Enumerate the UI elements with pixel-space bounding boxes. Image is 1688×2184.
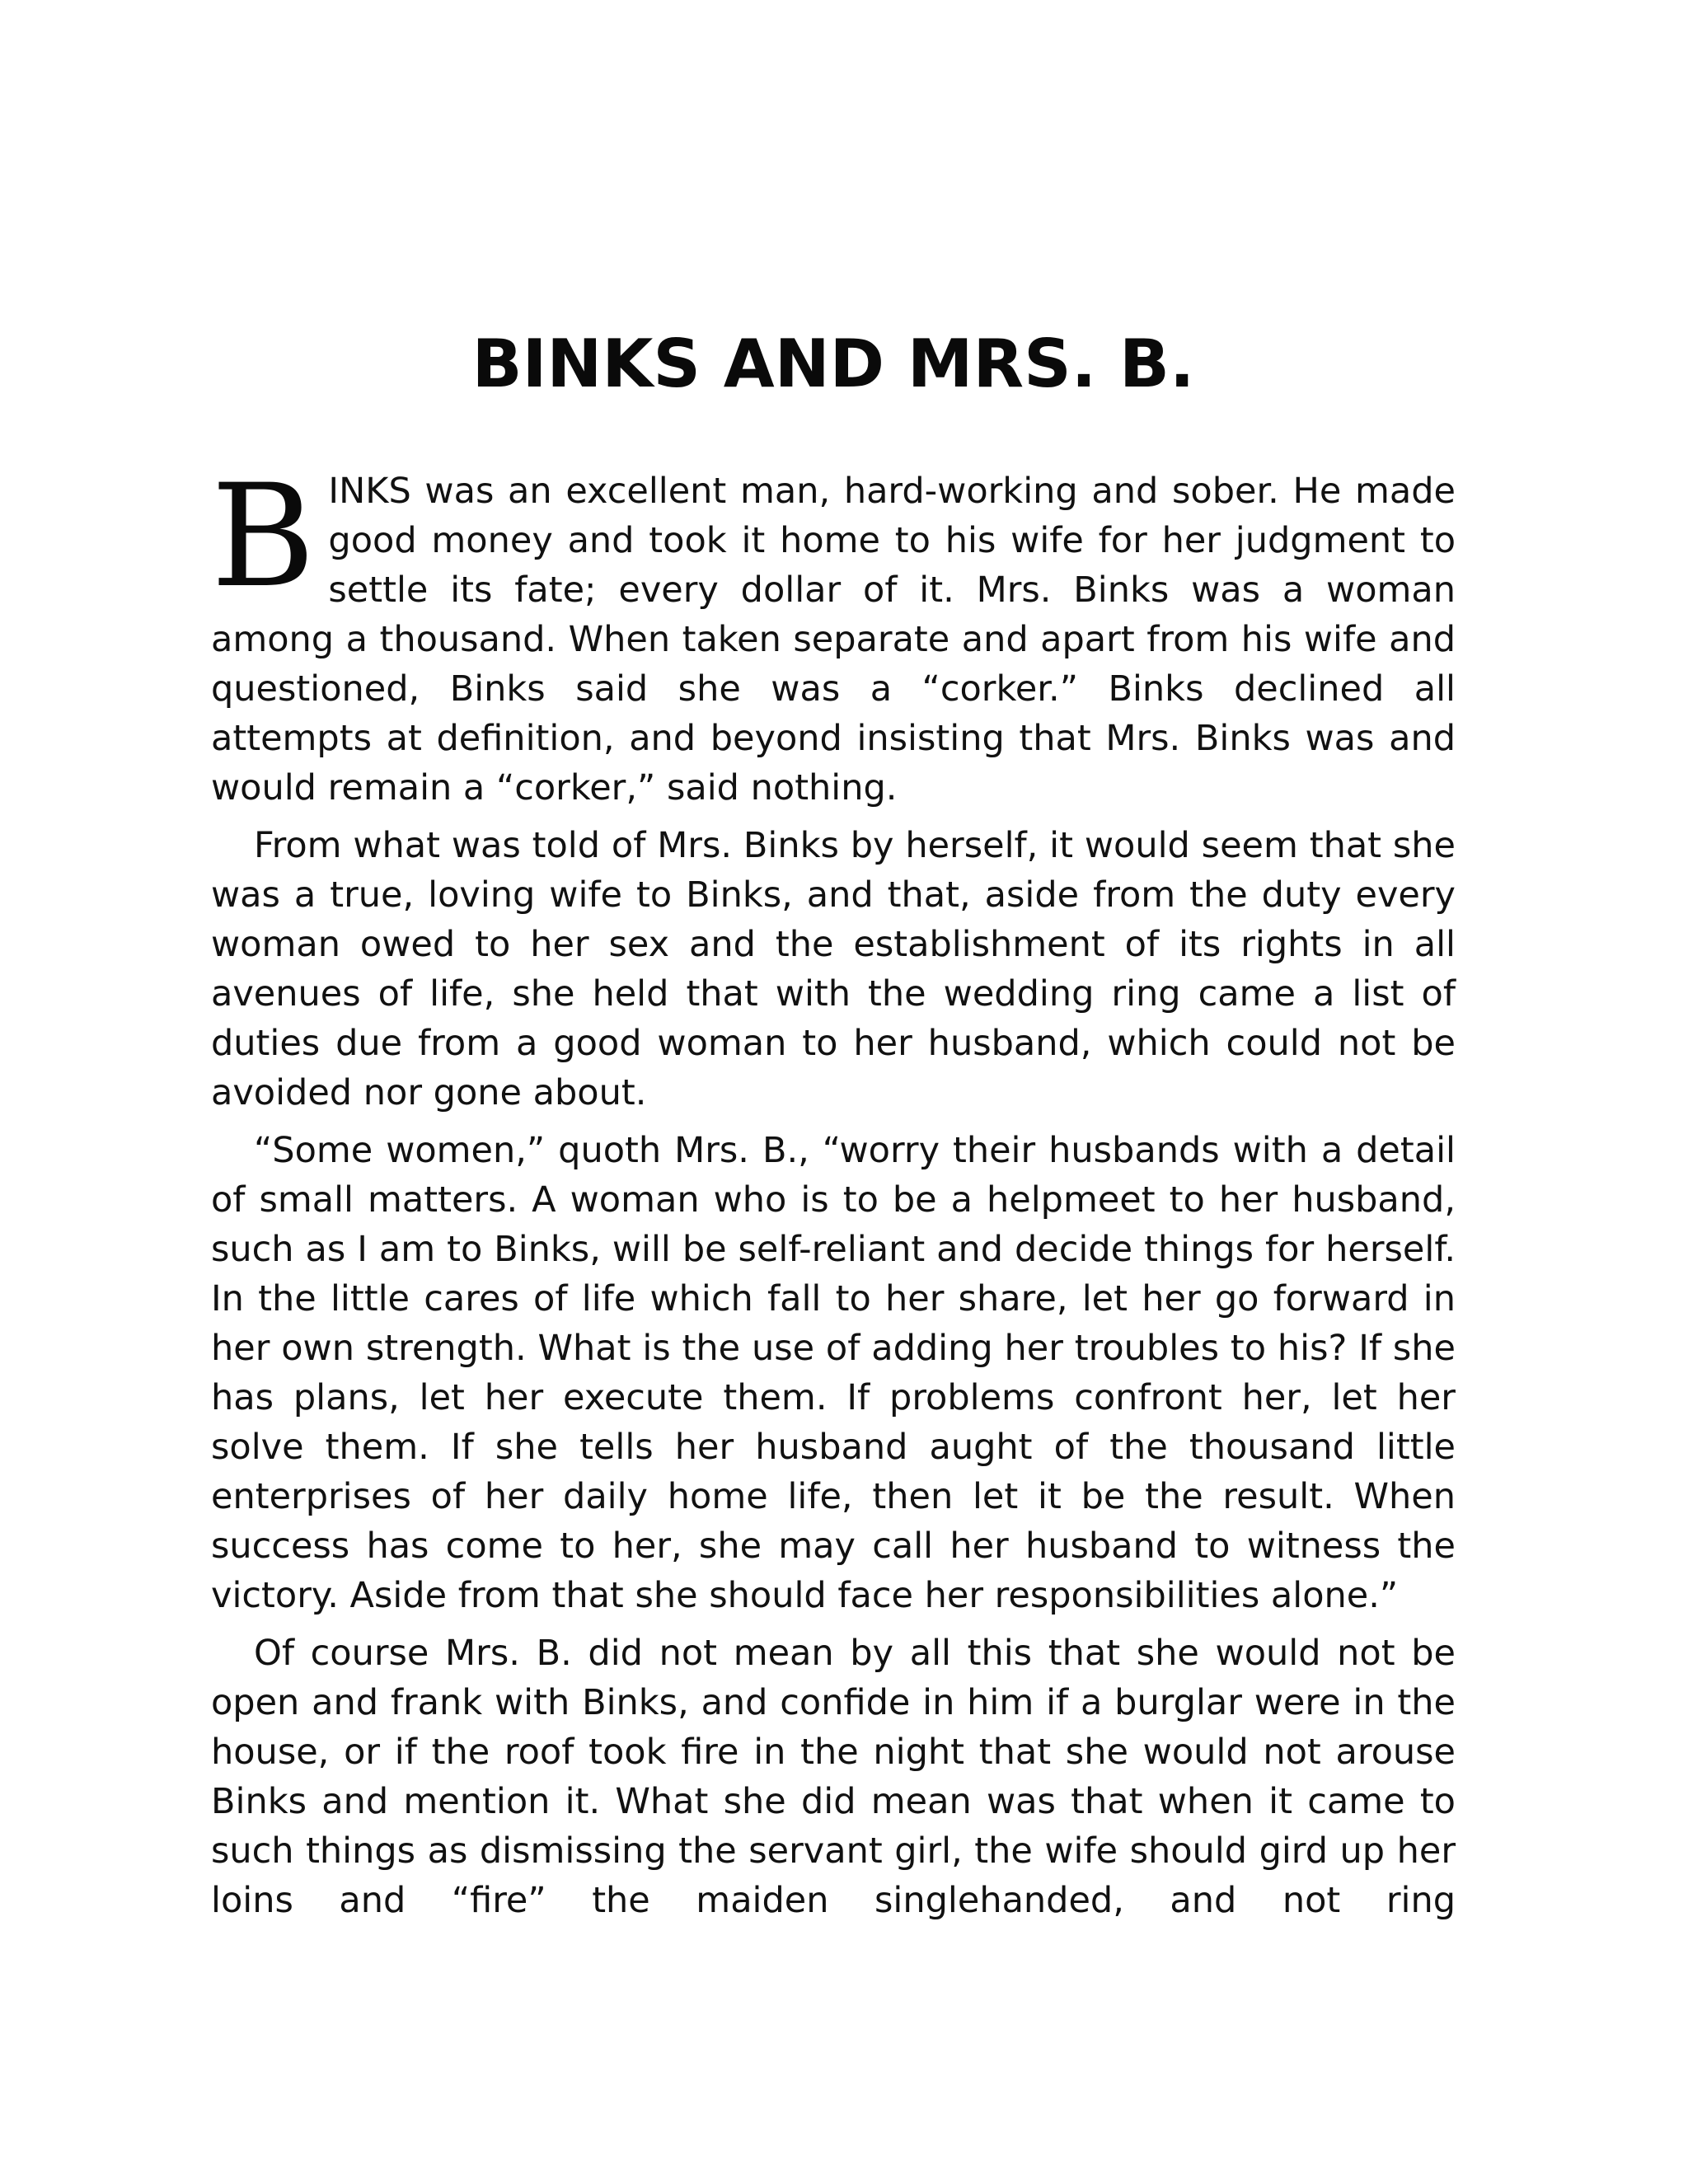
- paragraph-3: “Some women,” quoth Mrs. B., “worry their husbands with a detail of small matters. A woman who is to be a helpmeet to her husband, such as I am to Binks, will be self-reliant and decide things for herself. In the little cares of life which fall to her share, let her go forward in her own strength. What is the use of adding her troubles to his? If she has plans, let her execute them. If problems confront her, let her solve them. If she tells her husband aught of the thousand little enterprises of her daily home life, then let it be the result. When success has come to her, she may call her husband to witness the victory. Aside from that she should face her responsibilities alone.”: [211, 1130, 1456, 1616]
- paragraph-4: Of course Mrs. B. did not mean by all this that she would not be open and frank with Binks, and confide in him if a burglar were in the house, or if the roof took fire in the night that she would not arouse Binks and mention it. What she did mean was that when it came to such things as dismissing the servant girl, the wife should gird up her loins and “fire” the maiden singlehanded, and not ring: [211, 1633, 1456, 1921]
- paragraph-1-text: INKS was an excellent man, hard-working and sober. He made good money and took it home to his wife for her judgment to settle its fate; every dollar of it. Mrs. Binks was a woman among a thousand. When taken separate and apart from his wife and questioned, Binks said she was a “corker.” Binks declined all attempts at definition, and beyond insisting that Mrs. Binks was and would remain a “corker,” said nothing.: [211, 471, 1456, 808]
- book-page: [211, 0, 1456, 2184]
- drop-cap: B: [211, 453, 316, 619]
- body-text: [211, 453, 1456, 1933]
- paragraph-1: [211, 453, 1456, 813]
- paragraph-2: From what was told of Mrs. Binks by herself, it would seem that she was a true, loving wife to Binks, and that, aside from the duty every woman owed to her sex and the establishment of its rights in all avenues of life, she held that with the wedding ring came a list of duties due from a good woman to her husband, which could not be avoided nor gone about.: [211, 825, 1456, 1113]
- chapter-title: BINKS AND MRS. B.: [471, 326, 1195, 402]
